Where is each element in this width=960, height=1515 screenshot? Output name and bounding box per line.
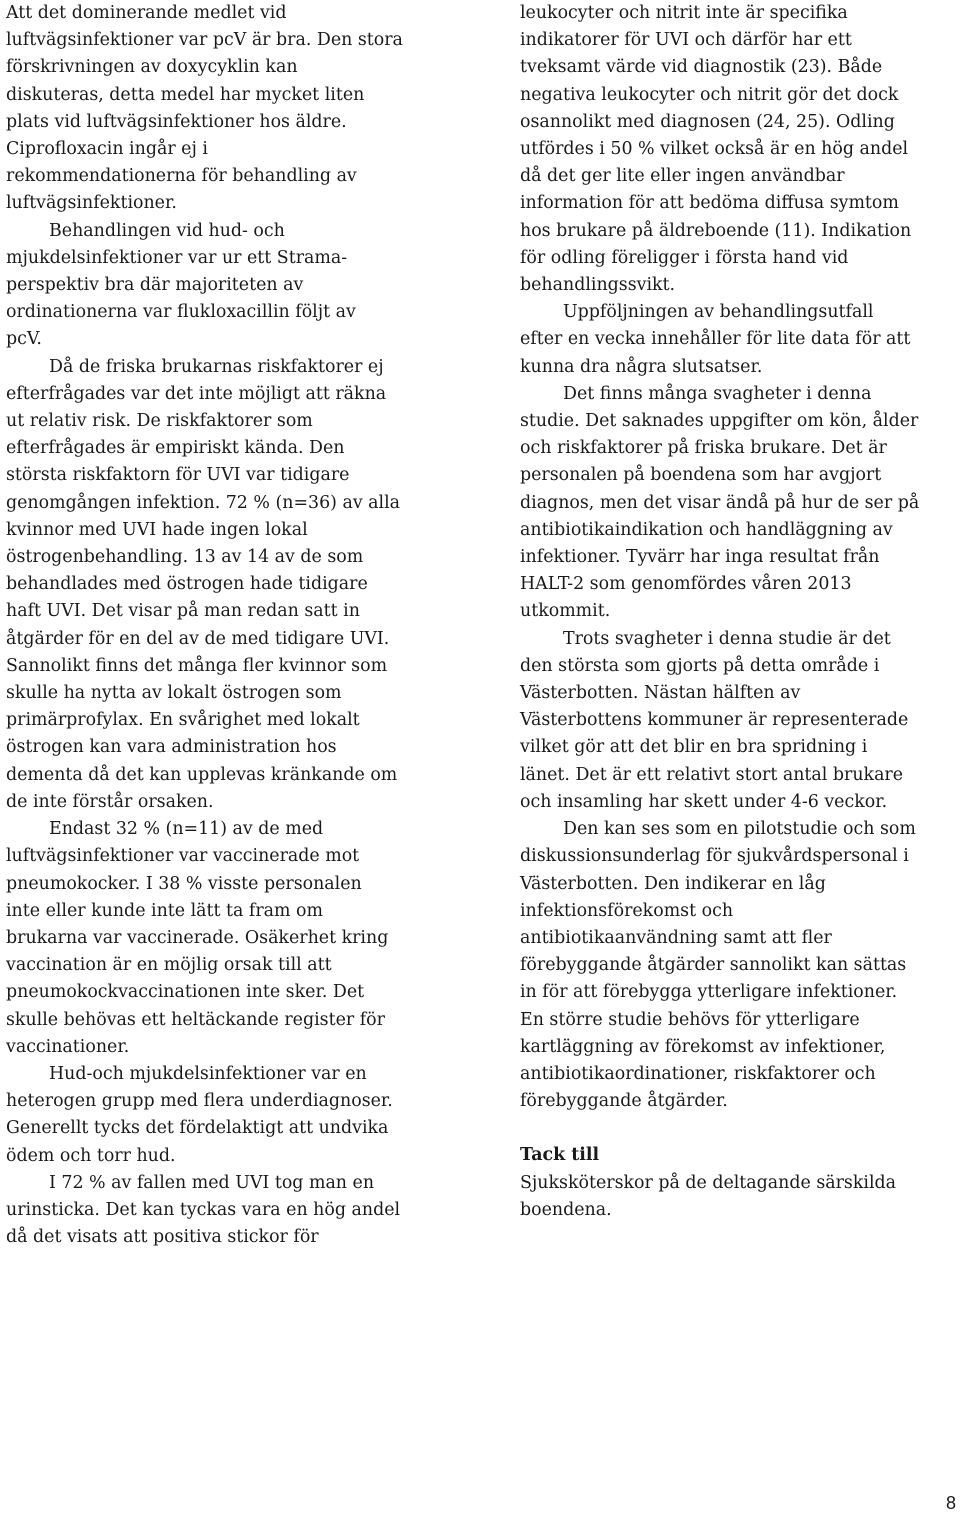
paragraph-follow-up: Uppföljningen av behandlingsutfall efter en vecka innehåller för lite data för att kunna dra några slutsatser. [520, 302, 911, 377]
left-column [6, 0, 444, 1251]
paragraph-antibiotics-respiratory: Att det dominerande medlet vid luftvägsinfektioner var pcV är bra. Den stora förskrivningen av doxycyklin kan diskuteras, detta medel har mycket liten plats vid luftvägsinfektioner hos äldre. Ciprofloxacin ingår ej i rekommendationerna för behandling av luftvägsinfektioner. [6, 3, 403, 214]
acknowledgement-heading: Tack till [520, 1145, 600, 1166]
acknowledgement-text: Sjuksköterskor på de deltagande särskilda boendena. [520, 1172, 897, 1220]
paragraph-skin-soft-tissue-treatment: Behandlingen vid hud- och mjukdelsinfektioner var ur ett Strama- perspektiv bra där majoriteten av ordinationerna var flukloxacillin följt av pcV. [6, 220, 356, 350]
paragraph-risk-factors: Då de friska brukarnas riskfaktorer ej efterfrågades var det inte möjligt att räkna ut relativ risk. De riskfaktorer som efterfrågades är empiriskt kända. Den största riskfaktorn för UVI var tidigare genomgången infektion. 72 % (n=36) av alla kvinnor med UVI hade ingen lokal östrogenbehandling. 13 av 14 av de som behandlades med östrogen hade tidigare haft UVI. Det visar på man redan satt in åtgärder för en del av de med tidigare UVI. Sannolikt finns det många fler kvinnor som skulle ha nytta av lokalt östrogen som primärprofylax. En svårighet med lokalt östrogen kan vara administration hos dementa då det kan upplevas kränkande om de inte förstår orsaken. [6, 356, 401, 812]
paragraph-strengths: Trots svagheter i denna studie är det den största som gjorts på detta område i Västerbotten. Nästan hälften av Västerbottens kommuner är representerade vilket gör att det blir en bra spridning i länet. Det är ett relativt stort antal brukare och insamling har skett under 4-6 veckor. [520, 628, 909, 812]
paragraph-weaknesses: Det finns många svagheter i denna studie. Det saknades uppgifter om kön, ålder och riskfaktorer på friska brukare. Det är personalen på boendena som har avgjort diagnos, men det visar ändå på hur de ser på antibiotikaindikation och handläggning av infektioner. Tyvärr har inga resultat från HALT-2 som genomfördes våren 2013 utkommit. [520, 383, 920, 622]
page-number: 8 [946, 1493, 957, 1513]
paragraph-pilot-study: Den kan ses som en pilotstudie och som diskussionsunderlag för sjukvårdspersonal i Västerbotten. Den indikerar en låg infektionsförekomst och antibiotikaanvändning samt att fler förebyggande åtgärder sannolikt kan sättas in för att förebygga ytterligare infektioner. En större studie behövs för ytterligare kartläggning av förekomst av infektioner, antibiotikaordinationer, riskfaktorer och förebyggande åtgärder. [520, 819, 916, 1112]
paragraph-skin-soft-tissue-infections: Hud-och mjukdelsinfektioner var en heterogen grupp med flera underdiagnoser. Generellt tycks det fördelaktigt att undvika ödem och torr hud. [6, 1063, 393, 1166]
right-column [520, 0, 960, 1224]
paragraph-urine-dipstick: I 72 % av fallen med UVI tog man en urinsticka. Det kan tyckas vara en hög andel då det visats att positiva stickor för [6, 1172, 401, 1248]
paragraph-dipstick-continued: leukocyter och nitrit inte är specifika indikatorer för UVI och därför har ett tveksamt värde vid diagnostik (23). Både negativa leukocyter och nitrit gör det dock osannolikt med diagnosen (24, 25). Odling utfördes i 50 % vilket också är en hög andel då det ger lite eller ingen användbar information för att bedöma diffusa symtom hos brukare på äldreboende (11). Indikation för odling föreligger i första hand vid behandlingssvikt. [520, 3, 912, 296]
paragraph-pneumococcal-vaccination: Endast 32 % (n=11) av de med luftvägsinfektioner var vaccinerade mot pneumokocker. I 38 % visste personalen inte eller kunde inte lätt ta fram om brukarna var vaccinerade. Osäkerhet kring vaccination är en möjlig orsak till att pneumokockvaccinationen inte sker. Det skulle behövas ett heltäckande register för vaccinationer. [6, 819, 389, 1057]
